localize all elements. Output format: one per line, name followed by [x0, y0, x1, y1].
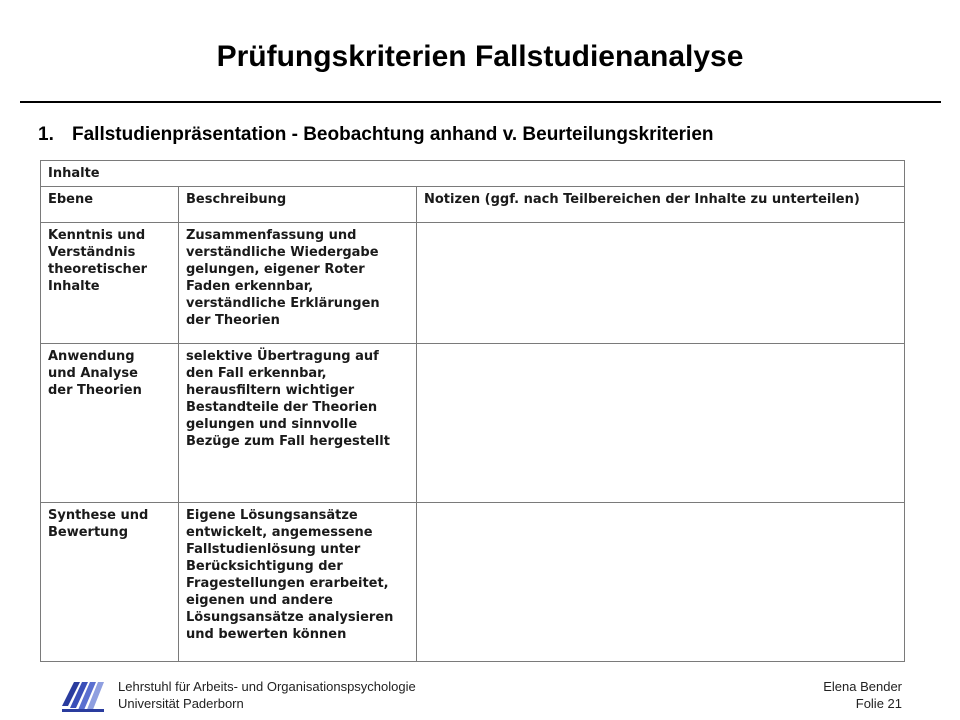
criteria-table	[40, 160, 905, 662]
table-section-header-row	[41, 161, 905, 187]
cell-ebene-text: Kenntnis und Verständnis theoretischer Inhalte	[48, 228, 148, 294]
table-row	[41, 223, 905, 344]
column-header-beschreibung: Beschreibung	[179, 187, 417, 223]
column-header-ebene: Ebene	[41, 187, 179, 223]
cell-beschreibung	[179, 344, 417, 503]
cell-ebene-text: Anwendung und Analyse der Theorien	[48, 349, 142, 398]
cell-beschreibung	[179, 223, 417, 344]
footer-institution-line1: Lehrstuhl für Arbeits- und Organisationspsychologie	[118, 679, 416, 694]
cell-ebene	[41, 344, 179, 503]
footer-slide-number: Folie 21	[855, 696, 902, 711]
footer-meta	[823, 678, 902, 712]
cell-notizen	[417, 344, 905, 503]
table-row	[41, 344, 905, 503]
cell-notizen	[417, 503, 905, 662]
cell-beschreibung-text: selektive Übertragung auf den Fall erkennbar, herausfiltern wichtiger Bestandteile der Theorien gelungen und sinnvolle Bezüge zum Fall hergestellt	[186, 349, 390, 449]
subtitle-number: 1.	[38, 124, 54, 145]
footer-institution-line2: Universität Paderborn	[118, 696, 244, 711]
cell-beschreibung-text: Eigene Lösungsansätze entwickelt, angemessene Fallstudienlösung unter Berücksichtigung der Fragestellungen erarbeitet, eigenen und andere Lösungsansätze analysieren und bewerten können	[186, 508, 394, 642]
cell-ebene-text: Synthese und Bewertung	[48, 508, 149, 540]
title-divider	[20, 101, 941, 103]
footer-institution	[118, 678, 416, 712]
footer-author: Elena Bender	[823, 679, 902, 694]
table-row	[41, 503, 905, 662]
logo-base	[62, 709, 104, 712]
cell-beschreibung-text: Zusammenfassung und verständliche Wiedergabe gelungen, eigener Roter Faden erkennbar, verständliche Erklärungen der Theorien	[186, 228, 380, 328]
cell-beschreibung	[179, 503, 417, 662]
table-column-header-row	[41, 187, 905, 223]
section-subtitle	[38, 124, 714, 146]
cell-ebene	[41, 503, 179, 662]
subtitle-text: Fallstudienpräsentation - Beobachtung anhand v. Beurteilungskriterien	[72, 124, 714, 145]
column-header-notizen: Notizen (ggf. nach Teilbereichen der Inhalte zu unterteilen)	[417, 187, 905, 223]
university-logo-icon	[60, 676, 108, 714]
table-section-header: Inhalte	[41, 161, 905, 187]
slide-title: Prüfungskriterien Fallstudienanalyse	[216, 40, 744, 73]
cell-ebene	[41, 223, 179, 344]
cell-notizen	[417, 223, 905, 344]
